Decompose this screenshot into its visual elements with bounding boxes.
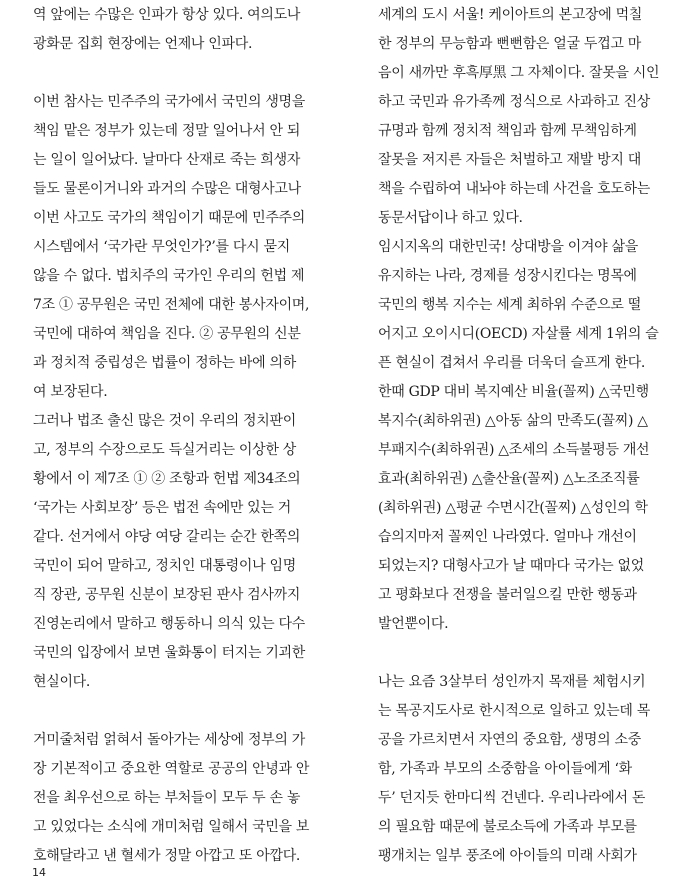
text-line: 함, 가족과 부모의 소중함을 아이들에게 ‘화 <box>378 761 632 777</box>
paragraph <box>33 88 333 407</box>
text-line: 진영논리에서 말하고 행동하니 의식 있는 다수 <box>33 616 306 632</box>
text-line: 효과(최하위권) △출산율(꼴찌) △노조조직률 <box>378 471 640 487</box>
text-line: 호해달라고 낸 혈세가 정말 아깝고 또 아깝다. <box>33 848 301 864</box>
paragraph <box>378 668 678 871</box>
text-line: 임시지옥의 대한민국! 상대방을 이겨야 삶을 <box>378 239 638 255</box>
left-column <box>33 1 333 871</box>
text-line: 두’ 던지듯 한마디씩 건넨다. 우리나라에서 돈 <box>378 790 646 806</box>
text-line: 시스템에서 ‘국가란 무엇인가?’를 다시 묻지 <box>33 239 290 255</box>
text-line: 전을 최우선으로 하는 부처들이 모두 두 손 놓 <box>33 790 301 806</box>
paragraph <box>33 1 333 59</box>
text-line: 고 있었다는 소식에 개미처럼 일해서 국민을 보 <box>33 819 310 835</box>
paragraph <box>33 407 333 697</box>
text-line: 되었는지? 대형사고가 날 때마다 국가는 없었 <box>378 558 644 574</box>
text-line: 는 목공지도사로 한시적으로 일하고 있는데 목 <box>378 703 651 719</box>
text-line: 습의지마저 꼴찌인 나라였다. 얼마나 개선이 <box>378 529 637 545</box>
text-line: 복지수(최하위권) △아동 삶의 만족도(꼴찌) △ <box>378 413 648 429</box>
text-line: 잘못을 저지른 자들은 처벌하고 재발 방지 대 <box>378 152 641 168</box>
text-line: ‘국가는 사회보장’ 등은 법전 속에만 있는 거 <box>33 500 292 516</box>
text-line: 국민의 입장에서 보면 울화통이 터지는 기괴한 <box>33 645 306 661</box>
text-line: 규명과 함께 정치적 책임과 함께 무책임하게 <box>378 123 637 139</box>
text-line: 역 앞에는 수많은 인파가 항상 있다. 여의도나 <box>33 7 301 23</box>
text-line: 거미줄처럼 얽혀서 돌아가는 세상에 정부의 가 <box>33 732 306 748</box>
text-line: 공을 가르치면서 자연의 중요함, 생명의 소중 <box>378 732 641 748</box>
text-line: 한 정부의 무능함과 뻔뻔함은 얼굴 두껍고 마 <box>378 36 641 52</box>
text-line: (최하위권) △평균 수면시간(꼴찌) △성인의 학 <box>378 500 648 516</box>
text-line: 같다. 선거에서 야당 여당 갈리는 순간 한쪽의 <box>33 529 301 545</box>
text-line: 국민의 행복 지수는 세계 최하위 수준으로 떨 <box>378 297 641 313</box>
text-line: 나는 요즘 3살부터 성인까지 목재를 체험시키 <box>378 674 646 690</box>
text-line: 이번 참사는 민주주의 국가에서 국민의 생명을 <box>33 94 306 110</box>
text-line: 어지고 오이시디(OECD) 자살률 세계 1위의 슬 <box>378 326 659 342</box>
text-line: 의 필요함 때문에 불로소득에 가족과 부모를 <box>378 819 637 835</box>
paragraph <box>378 378 678 639</box>
text-line: 않을 수 없다. 법치주의 국가인 우리의 헌법 제 <box>33 268 305 284</box>
text-line: 이번 사고도 국가의 책임이기 때문에 민주주의 <box>33 210 306 226</box>
text-line: 장 기본적이고 중요한 역할로 공공의 안녕과 안 <box>33 761 310 777</box>
text-line: 7조 ① 공무원은 국민 전체에 대한 봉사자이며, <box>33 297 310 313</box>
text-line: 팽개치는 일부 풍조에 아이들의 미래 사회가 <box>378 848 637 864</box>
text-line: 들도 물론이거니와 과거의 수많은 대형사고나 <box>33 181 301 197</box>
text-line: 책임 맡은 정부가 있는데 정말 일어나서 안 되 <box>33 123 301 139</box>
text-line: 유지하는 나라, 경제를 성장시킨다는 명목에 <box>378 268 637 284</box>
text-line: 한때 GDP 대비 복지예산 비율(꼴찌) △국민행 <box>378 384 649 400</box>
paragraph <box>378 1 678 233</box>
text-line: 발언뿐이다. <box>378 616 449 632</box>
text-line: 하고 국민과 유가족께 정식으로 사과하고 진상 <box>378 94 651 110</box>
text-line: 국민에 대하여 책임을 진다. ② 공무원의 신분 <box>33 326 301 342</box>
page-number: 14 <box>32 866 46 879</box>
text-line: 광화문 집회 현장에는 언제나 인파다. <box>33 36 253 52</box>
text-line: 음이 새까만 후흑厚黑 그 자체이다. 잘못을 시인 <box>378 65 660 81</box>
text-line: 는 일이 일어났다. 날마다 산재로 죽는 희생자 <box>33 152 301 168</box>
text-line: 국민이 되어 말하고, 정치인 대통령이나 임명 <box>33 558 296 574</box>
text-line: 고 평화보다 전쟁을 불러일으킬 만한 행동과 <box>378 587 637 603</box>
text-line: 직 장관, 공무원 신분이 보장된 판사 검사까지 <box>33 587 301 603</box>
text-line: 그러나 법조 출신 많은 것이 우리의 정치판이 <box>33 413 296 429</box>
text-line: 여 보장된다. <box>33 384 108 400</box>
text-line: 고, 정부의 수장으로도 득실거리는 이상한 상 <box>33 442 296 458</box>
paragraph <box>378 233 678 378</box>
text-line: 책을 수립하여 내놔야 하는데 사건을 호도하는 <box>378 181 651 197</box>
text-line: 세계의 도시 서울! 케이아트의 본고장에 먹칠 <box>378 7 643 23</box>
paragraph <box>33 726 333 871</box>
right-column <box>378 1 678 871</box>
text-line: 과 정치적 중립성은 법률이 정하는 바에 의하 <box>33 355 296 371</box>
text-line: 부패지수(최하위권) △조세의 소득불평등 개선 <box>378 442 650 458</box>
text-line: 현실이다. <box>33 674 91 690</box>
text-line: 동문서답이나 하고 있다. <box>378 210 523 226</box>
text-line: 픈 현실이 겹쳐서 우리를 더욱더 슬프게 한다. <box>378 355 646 371</box>
text-line: 황에서 이 제7조 ① ② 조항과 헌법 제34조의 <box>33 471 301 487</box>
